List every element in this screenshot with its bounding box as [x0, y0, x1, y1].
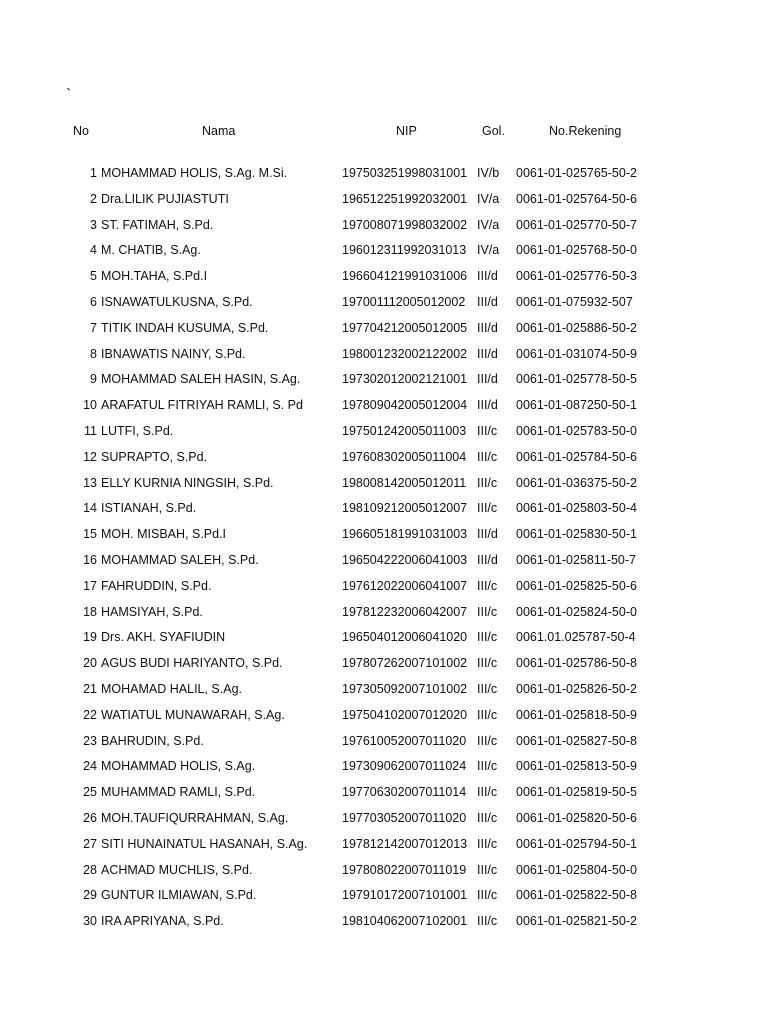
cell-gol: III/c [477, 836, 498, 851]
cell-nip: 197305092007101002 [342, 681, 468, 696]
cell-gol: III/d [477, 372, 498, 387]
cell-nama: ACHMAD MUCHLIS, S.Pd. [101, 862, 253, 877]
cell-no: 29 [83, 888, 97, 903]
header-gol: Gol. [482, 124, 505, 138]
cell-gol: III/d [477, 320, 498, 335]
cell-no: 1 [90, 166, 97, 180]
table-row [0, 371, 768, 397]
table-row [0, 191, 768, 217]
cell-nip: 197807262007101002 [342, 656, 468, 671]
cell-nama: HAMSIYAH, S.Pd. [101, 604, 203, 619]
cell-no: 30 [83, 914, 97, 929]
cell-rekening: 0061-01-025886-50-2 [516, 320, 637, 335]
cell-nip: 196504222006041003 [342, 552, 468, 567]
header-rekening: No.Rekening [549, 124, 622, 138]
cell-gol: IV/a [477, 191, 500, 206]
cell-nama: TITIK INDAH KUSUMA, S.Pd. [101, 320, 269, 335]
cell-nip: 197703052007011020 [342, 810, 467, 825]
cell-nama: IBNAWATIS NAINY, S.Pd. [101, 346, 246, 361]
table-row [0, 268, 768, 294]
table-row [0, 655, 768, 681]
table-row [0, 784, 768, 810]
cell-no: 9 [90, 372, 97, 387]
cell-nip: 197504102007012020 [342, 707, 468, 722]
cell-gol: III/d [477, 398, 498, 413]
cell-gol: III/c [477, 914, 498, 929]
cell-nama: SUPRAPTO, S.Pd. [101, 449, 208, 464]
table-row [0, 397, 768, 423]
cell-rekening: 0061-01-025778-50-5 [516, 372, 637, 387]
table-row [0, 217, 768, 243]
cell-nip: 197704212005012005 [342, 320, 468, 335]
cell-rekening: 0061-01-025784-50-6 [516, 449, 637, 464]
cell-nama: MUHAMMAD RAMLI, S.Pd. [101, 785, 256, 800]
cell-nip: 197008071998032002 [342, 217, 468, 232]
cell-rekening: 0061-01-025826-50-2 [516, 681, 637, 696]
cell-no: 10 [83, 398, 97, 413]
cell-no: 17 [83, 578, 97, 593]
table-row [0, 707, 768, 733]
cell-nip: 196504012006041020 [342, 630, 468, 645]
cell-no: 6 [90, 294, 97, 309]
cell-rekening: 0061-01-025822-50-8 [516, 888, 637, 903]
cell-rekening: 0061-01-025820-50-6 [516, 810, 637, 825]
cell-no: 13 [83, 475, 97, 490]
cell-nama: GUNTUR ILMIAWAN, S.Pd. [101, 888, 257, 903]
cell-gol: III/c [477, 810, 498, 825]
cell-no: 8 [90, 346, 97, 361]
cell-gol: III/c [477, 423, 498, 438]
cell-gol: III/c [477, 501, 498, 516]
cell-nama: ARAFATUL FITRIYAH RAMLI, S. Pd [101, 398, 303, 413]
cell-no: 11 [84, 423, 97, 438]
cell-rekening: 0061-01-036375-50-2 [516, 475, 637, 490]
cell-nama: SITI HUNAINATUL HASANAH, S.Ag. [101, 836, 308, 851]
cell-gol: III/d [477, 552, 498, 567]
cell-gol: III/d [477, 269, 498, 284]
cell-rekening: 0061.01.025787-50-4 [516, 630, 636, 645]
cell-nip: 197302012002121001 [342, 372, 468, 387]
table-row [0, 604, 768, 630]
cell-no: 16 [83, 552, 97, 567]
cell-nama: IRA APRIYANA, S.Pd. [101, 914, 224, 929]
cell-gol: III/c [477, 759, 498, 774]
cell-rekening: 0061-01-025818-50-9 [516, 707, 637, 722]
cell-gol: IV/a [477, 243, 500, 258]
cell-nama: MOHAMAD HALIL, S.Ag. [101, 681, 243, 696]
cell-nip: 197610052007011020 [342, 733, 467, 748]
cell-nama: MOH.TAUFIQURRAHMAN, S.Ag. [101, 810, 289, 825]
cell-nama: Drs. AKH. SYAFIUDIN [101, 630, 226, 645]
cell-gol: III/d [477, 294, 498, 309]
cell-nip: 197608302005011004 [342, 449, 467, 464]
cell-gol: III/c [477, 449, 498, 464]
cell-nip: 197910172007101001 [342, 888, 468, 903]
cell-nip: 197808022007011019 [342, 862, 467, 877]
table-row [0, 475, 768, 501]
cell-nama: M. CHATIB, S.Ag. [101, 243, 201, 258]
cell-nip: 197001112005012002 [342, 294, 466, 309]
cell-nama: FAHRUDDIN, S.Pd. [101, 578, 212, 593]
cell-rekening: 0061-01-025786-50-8 [516, 656, 637, 671]
cell-no: 21 [83, 681, 97, 696]
cell-nama: MOHAMMAD HOLIS, S.Ag. [101, 759, 256, 774]
cell-nip: 198109212005012007 [342, 501, 468, 516]
cell-no: 25 [83, 785, 97, 800]
cell-no: 18 [83, 604, 97, 619]
cell-rekening: 0061-01-025819-50-5 [516, 785, 637, 800]
cell-nama: Dra.LILIK PUJIASTUTI [101, 191, 229, 206]
cell-rekening: 0061-01-025764-50-6 [516, 191, 637, 206]
cell-gol: IV/b [477, 166, 500, 180]
table-row [0, 423, 768, 449]
table-row [0, 346, 768, 372]
cell-rekening: 0061-01-025804-50-0 [516, 862, 637, 877]
table-row [0, 449, 768, 475]
cell-nama: BAHRUDIN, S.Pd. [101, 733, 204, 748]
cell-rekening: 0061-01-025824-50-0 [516, 604, 637, 619]
cell-nip: 197309062007011024 [342, 759, 467, 774]
cell-no: 5 [90, 269, 97, 284]
cell-nip: 197812232006042007 [342, 604, 468, 619]
cell-no: 2 [90, 191, 97, 206]
cell-rekening: 0061-01-025770-50-7 [516, 217, 637, 232]
cell-nama: ISNAWATULKUSNA, S.Pd. [101, 294, 253, 309]
table-row [0, 320, 768, 346]
cell-rekening: 0061-01-025768-50-0 [516, 243, 637, 258]
cell-nama: MOHAMMAD SALEH, S.Pd. [101, 552, 259, 567]
cell-nip: 197812142007012013 [342, 836, 468, 851]
cell-rekening: 0061-01-025776-50-3 [516, 269, 637, 284]
table-row [0, 913, 768, 939]
cell-gol: III/c [477, 888, 498, 903]
cell-nama: ELLY KURNIA NINGSIH, S.Pd. [101, 475, 274, 490]
cell-rekening: 0061-01-075932-507 [516, 294, 633, 309]
cell-no: 3 [90, 217, 97, 232]
cell-nip: 196604121991031006 [342, 269, 468, 284]
cell-gol: III/c [477, 785, 498, 800]
cell-no: 4 [90, 243, 97, 258]
cell-rekening: 0061-01-025827-50-8 [516, 733, 637, 748]
cell-nama: AGUS BUDI HARIYANTO, S.Pd. [101, 656, 283, 671]
cell-rekening: 0061-01-031074-50-9 [516, 346, 637, 361]
cell-rekening: 0061-01-025765-50-2 [516, 166, 637, 180]
cell-nip: 198001232002122002 [342, 346, 468, 361]
cell-no: 12 [83, 449, 97, 464]
table-row [0, 887, 768, 913]
table-row [0, 242, 768, 268]
header-nip: NIP [396, 124, 417, 138]
cell-gol: III/c [477, 681, 498, 696]
cell-gol: III/c [477, 578, 498, 593]
cell-gol: III/c [477, 733, 498, 748]
table-row [0, 165, 768, 191]
cell-rekening: 0061-01-025811-50-7 [516, 552, 637, 567]
cell-no: 20 [83, 656, 97, 671]
table-row [0, 681, 768, 707]
cell-rekening: 0061-01-025821-50-2 [516, 914, 637, 929]
cell-nama: WATIATUL MUNAWARAH, S.Ag. [101, 707, 285, 722]
cell-nama: ISTIANAH, S.Pd. [101, 501, 197, 516]
cell-nama: MOH.TAHA, S.Pd.I [101, 269, 208, 284]
table-row [0, 733, 768, 759]
table-row [0, 552, 768, 578]
cell-nip: 196012311992031013 [342, 243, 467, 258]
cell-nama: MOHAMMAD HOLIS, S.Ag. M.Si. [101, 166, 288, 180]
header-no: No [73, 124, 89, 138]
cell-gol: III/c [477, 656, 498, 671]
cell-nama: MOH. MISBAH, S.Pd.I [101, 527, 227, 542]
cell-gol: III/c [477, 604, 498, 619]
cell-gol: III/c [477, 630, 498, 645]
cell-no: 27 [83, 836, 97, 851]
cell-rekening: 0061-01-025783-50-0 [516, 423, 637, 438]
cell-no: 7 [90, 320, 97, 335]
cell-no: 26 [83, 810, 97, 825]
cell-rekening: 0061-01-025830-50-1 [516, 527, 637, 542]
cell-nip: 198008142005012011 [342, 475, 467, 490]
cell-nama: LUTFI, S.Pd. [101, 423, 174, 438]
cell-no: 15 [83, 527, 97, 542]
cell-gol: III/c [477, 707, 498, 722]
stray-mark: ` [66, 87, 72, 104]
cell-nip: 197612022006041007 [342, 578, 468, 593]
cell-no: 19 [83, 630, 97, 645]
table-row [0, 810, 768, 836]
cell-gol: III/c [477, 862, 498, 877]
cell-gol: III/d [477, 346, 498, 361]
table-header [0, 123, 768, 139]
cell-nip: 197706302007011014 [342, 785, 467, 800]
table-row [0, 500, 768, 526]
cell-no: 22 [83, 707, 97, 722]
table-row [0, 629, 768, 655]
cell-gol: III/d [477, 527, 498, 542]
cell-nip: 197503251998031001 [342, 166, 468, 180]
table-row [0, 862, 768, 888]
table-row [0, 294, 768, 320]
table-row [0, 578, 768, 604]
cell-no: 28 [83, 862, 97, 877]
cell-nama: ST. FATIMAH, S.Pd. [101, 217, 214, 232]
cell-rekening: 0061-01-087250-50-1 [516, 398, 637, 413]
cell-no: 24 [83, 759, 97, 774]
table-row [0, 758, 768, 784]
cell-nip: 196512251992032001 [342, 191, 468, 206]
cell-rekening: 0061-01-025825-50-6 [516, 578, 637, 593]
cell-nip: 196605181991031003 [342, 527, 468, 542]
table-row [0, 836, 768, 862]
cell-gol: IV/a [477, 217, 500, 232]
cell-no: 14 [83, 501, 97, 516]
cell-nama: MOHAMMAD SALEH HASIN, S.Ag. [101, 372, 301, 387]
cell-nip: 198104062007102001 [342, 914, 468, 929]
cell-rekening: 0061-01-025803-50-4 [516, 501, 637, 516]
cell-nip: 197501242005011003 [342, 423, 467, 438]
cell-no: 23 [83, 733, 97, 748]
cell-rekening: 0061-01-025813-50-9 [516, 759, 637, 774]
table-body [0, 165, 768, 939]
table-row [0, 526, 768, 552]
cell-nip: 197809042005012004 [342, 398, 468, 413]
cell-rekening: 0061-01-025794-50-1 [516, 836, 637, 851]
cell-gol: III/c [477, 475, 498, 490]
header-nama: Nama [202, 124, 236, 138]
